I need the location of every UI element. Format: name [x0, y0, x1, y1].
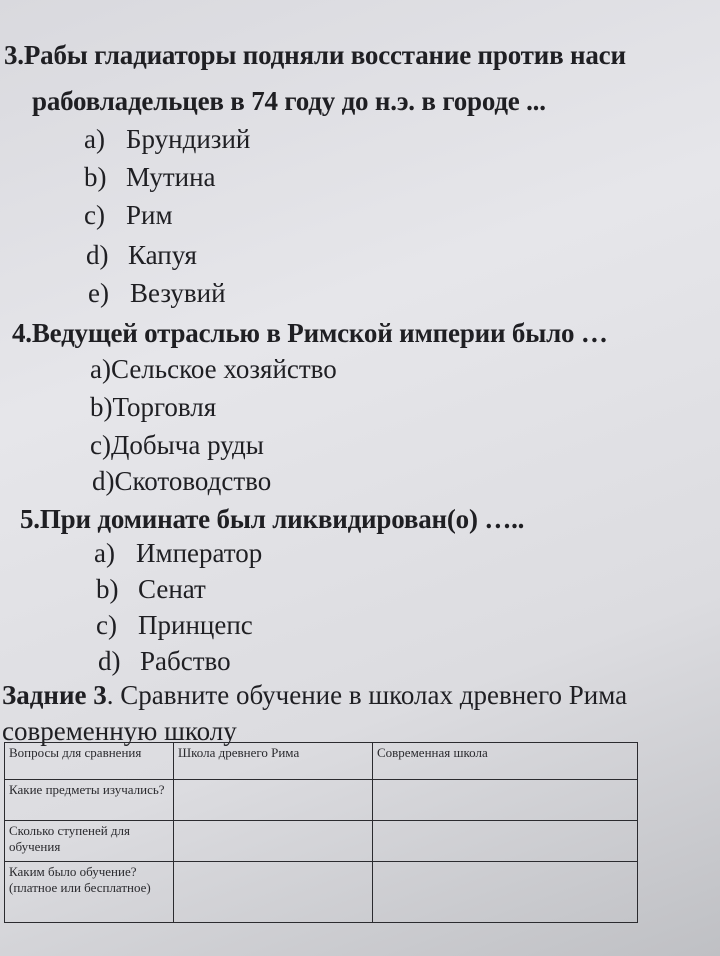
option-text: Мутина: [126, 162, 216, 192]
question-3-option-a: [84, 124, 250, 155]
table-header-cell: Школа древнего Рима: [174, 743, 373, 780]
question-5-line-1: 5.При доминате был ликвидирован(о) …..: [20, 504, 525, 534]
question-4-option-b: [90, 392, 216, 423]
comparison-table: [4, 742, 638, 923]
table-header-row: [5, 743, 638, 780]
option-text: Добыча руды: [110, 430, 264, 460]
option-letter: c): [90, 430, 111, 460]
question-3-option-c: [84, 200, 173, 231]
question-4-option-a: [90, 354, 337, 385]
option-text: Скотоводство: [114, 466, 272, 496]
table-cell-answer[interactable]: [373, 821, 638, 862]
option-letter: b): [90, 392, 113, 422]
table-header-cell: Вопросы для сравнения: [5, 743, 174, 780]
option-letter: c): [96, 610, 117, 640]
task-3-text: . Сравните обучение в школах древнего Рима: [106, 680, 628, 710]
option-letter: a): [90, 354, 111, 384]
option-text: Брундизий: [126, 124, 251, 154]
question-3-option-d: [86, 240, 197, 271]
option-text: Сенат: [138, 574, 206, 604]
task-3-label: Задние 3: [2, 680, 107, 710]
option-text: Сельское хозяйство: [110, 354, 337, 384]
option-letter: d): [92, 466, 115, 496]
option-letter: e): [88, 278, 109, 308]
option-letter: d): [98, 646, 121, 676]
option-letter: d): [86, 240, 109, 270]
table-cell-answer[interactable]: [174, 821, 373, 862]
table-cell-question: Какие предметы изучались?: [5, 780, 174, 821]
table-row: [5, 780, 638, 821]
question-5-option-b: [96, 574, 206, 605]
table-cell-question: Каким было обучение? (платное или бесплатное): [5, 862, 174, 923]
option-letter: a): [84, 124, 105, 154]
question-4-line-1: 4.Ведущей отраслью в Римской империи было …: [12, 318, 608, 348]
question-3-option-b: [84, 162, 216, 193]
option-letter: b): [84, 162, 107, 192]
question-4-option-c: [90, 430, 264, 461]
option-text: Торговля: [112, 392, 217, 422]
table-cell-answer[interactable]: [373, 862, 638, 923]
task-3-heading: [2, 680, 627, 711]
table-header-cell: Современная школа: [373, 743, 638, 780]
question-5-option-d: [98, 646, 231, 677]
question-3-line-2: рабовладельцев в 74 году до н.э. в городе ...: [32, 86, 546, 116]
option-text: Везувий: [130, 278, 226, 308]
option-text: Капуя: [128, 240, 197, 270]
question-5-option-c: [96, 610, 253, 641]
table-cell-answer[interactable]: [174, 780, 373, 821]
question-4-option-d: [92, 466, 271, 497]
option-text: Принцепс: [138, 610, 253, 640]
option-letter: a): [94, 538, 115, 568]
option-text: Рим: [126, 200, 173, 230]
table-cell-answer[interactable]: [174, 862, 373, 923]
question-5-option-a: [94, 538, 262, 569]
table-cell-answer[interactable]: [373, 780, 638, 821]
option-text: Рабство: [140, 646, 231, 676]
task-3-line-2: современную школу: [2, 716, 237, 746]
option-letter: b): [96, 574, 119, 604]
question-3-line-1: 3.Рабы гладиаторы подняли восстание против наси: [4, 40, 626, 70]
option-text: Император: [136, 538, 263, 568]
question-3-option-e: [88, 278, 226, 309]
table-row: [5, 821, 638, 862]
table-row: [5, 862, 638, 923]
option-letter: c): [84, 200, 105, 230]
table-cell-question: Сколько ступеней для обучения: [5, 821, 174, 862]
